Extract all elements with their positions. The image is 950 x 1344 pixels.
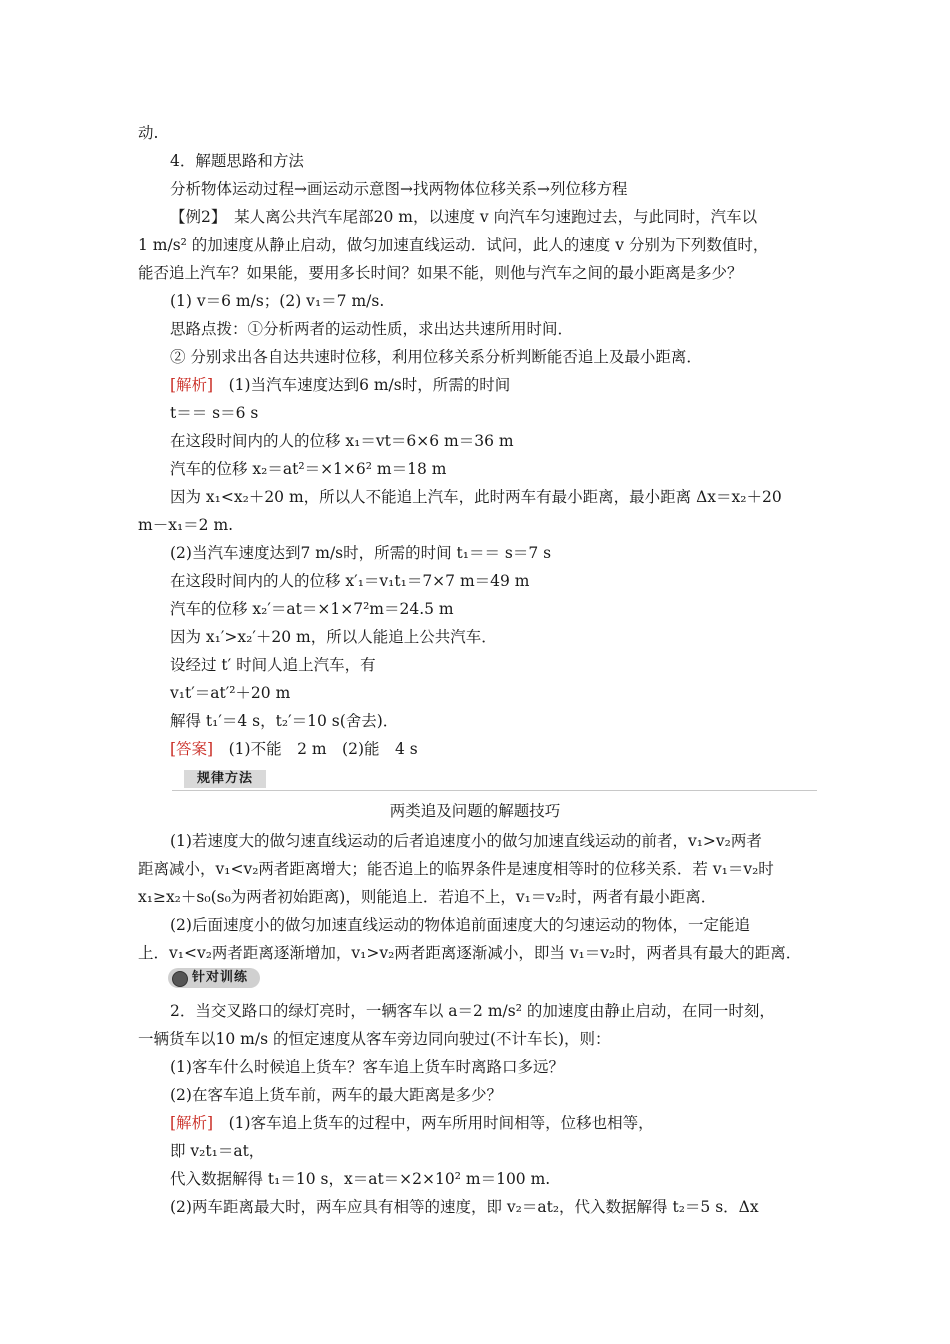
text-line: 一辆货车以10 m/s 的恒定速度从客车旁边同向驶过(不计车长)，则： [138, 1030, 611, 1048]
answer-line [170, 738, 418, 760]
text-line: 即 v₂t₁＝at， [170, 1142, 265, 1160]
text-line: 能否追上汽车？如果能，要用多长时间？如果不能，则他与汽车之间的最小距离是多少？ [138, 264, 743, 282]
text-line: 动. [138, 124, 159, 142]
text-line: 因为 x₁<x₂＋20 m，所以人不能追上汽车，此时两车有最小距离，最小距离 Δx＝x₂＋20 [170, 488, 782, 506]
text-line: 2．当交叉路口的绿灯亮时，一辆客车以 a＝2 m/s² 的加速度由静止启动，在同一时刻， [170, 1002, 775, 1020]
text-line: ② 分别求出各自达共速时位移，利用位移关系分析判断能否追上及最小距离． [170, 348, 702, 366]
text-line: (2)当汽车速度达到7 m/s时，所需的时间 t₁＝＝ s＝7 s [170, 544, 552, 562]
divider [172, 790, 817, 791]
text-line: (1) v＝6 m/s；(2) v₁＝7 m/s. [170, 292, 385, 310]
training-banner-label: 针对训练 [192, 970, 249, 985]
text-line: 因为 x₁′>x₂′＋20 m，所以人能追上公共汽车． [170, 628, 497, 646]
text-line: 设经过 t′ 时间人追上汽车，有 [170, 656, 376, 674]
text-line: (1)客车什么时候追上货车？客车追上货车时离路口多远？ [170, 1058, 564, 1076]
example-title: 【例2】 某人离公共汽车尾部20 m，以速度 v 向汽车匀速跑过去，与此同时，汽车以 [170, 208, 758, 226]
answer-tag: [答案] [170, 740, 214, 758]
analysis-tag: [解析] [170, 376, 214, 394]
text-line: (2)在客车追上货车前，两车的最大距离是多少？ [170, 1086, 502, 1104]
text-line: 汽车的位移 x₂＝at²＝×1×6² m＝18 m [170, 460, 447, 478]
analysis-tag: [解析] [170, 1114, 214, 1132]
text-line: 1 m/s² 的加速度从静止启动，做匀加速直线运动．试问，此人的速度 v 分别为下列数值时， [138, 236, 769, 254]
text-line: 在这段时间内的人的位移 x₁＝vt＝6×6 m＝36 m [170, 432, 514, 450]
text-line: 思路点拨：①分析两者的运动性质，求出达共速所用时间． [170, 320, 574, 338]
text-line: (1)若速度大的做匀速直线运动的后者追速度小的做匀加速直线运动的前者，v₁>v₂两者 [170, 832, 762, 850]
text-line: m－x₁＝2 m. [138, 516, 234, 534]
section-title: 两类追及问题的解题技巧 [389, 802, 561, 820]
text-line: 在这段时间内的人的位移 x′₁＝v₁t₁＝7×7 m＝49 m [170, 572, 530, 590]
text-line: t＝＝ s＝6 s [170, 404, 259, 422]
section-heading: 4．解题思路和方法 [170, 152, 304, 170]
training-banner [168, 968, 260, 988]
text-line: 解得 t₁′＝4 s，t₂′＝10 s(舍去)． [170, 712, 399, 730]
text-line: 上．v₁<v₂两者距离逐渐增加，v₁>v₂两者距离逐渐减小，即当 v₁＝v₂时，两者具有最大的距离． [138, 944, 802, 962]
text-line: 分析物体运动过程→画运动示意图→找两物体位移关系→列位移方程 [170, 180, 628, 198]
text-span: (1)当汽车速度达到6 m/s时，所需的时间 [213, 376, 511, 394]
text-line: 代入数据解得 t₁＝10 s，x＝at＝×2×10² m＝100 m. [170, 1170, 551, 1188]
text-line: (2)两车距离最大时，两车应具有相等的速度，即 v₂＝at₂，代入数据解得 t₂＝5 s．Δx [170, 1198, 759, 1216]
analysis-line [170, 374, 510, 396]
text-line: x₁≥x₂＋s₀(s₀为两者初始距离)，则能追上．若追不上，v₁＝v₂时，两者有最小距离． [138, 888, 717, 906]
text-line: 距离减小，v₁<v₂两者距离增大；能否追上的临界条件是速度相等时的位移关系．若 v₁＝v₂时 [138, 860, 774, 878]
text-line: 汽车的位移 x₂′＝at＝×1×7²m＝24.5 m [170, 600, 454, 618]
analysis-line [170, 1112, 654, 1134]
text-line: (2)后面速度小的做匀加速直线运动的物体追前面速度大的匀速运动的物体，一定能追 [170, 916, 750, 934]
text-span: (1)客车追上货车的过程中，两车所用时间相等，位移也相等， [213, 1114, 654, 1132]
text-span: (1)不能 2 m (2)能 4 s [213, 740, 418, 758]
rule-method-banner: 规律方法 [184, 770, 266, 788]
target-icon [172, 971, 188, 987]
text-line: v₁t′＝at′²＋20 m [170, 684, 291, 702]
